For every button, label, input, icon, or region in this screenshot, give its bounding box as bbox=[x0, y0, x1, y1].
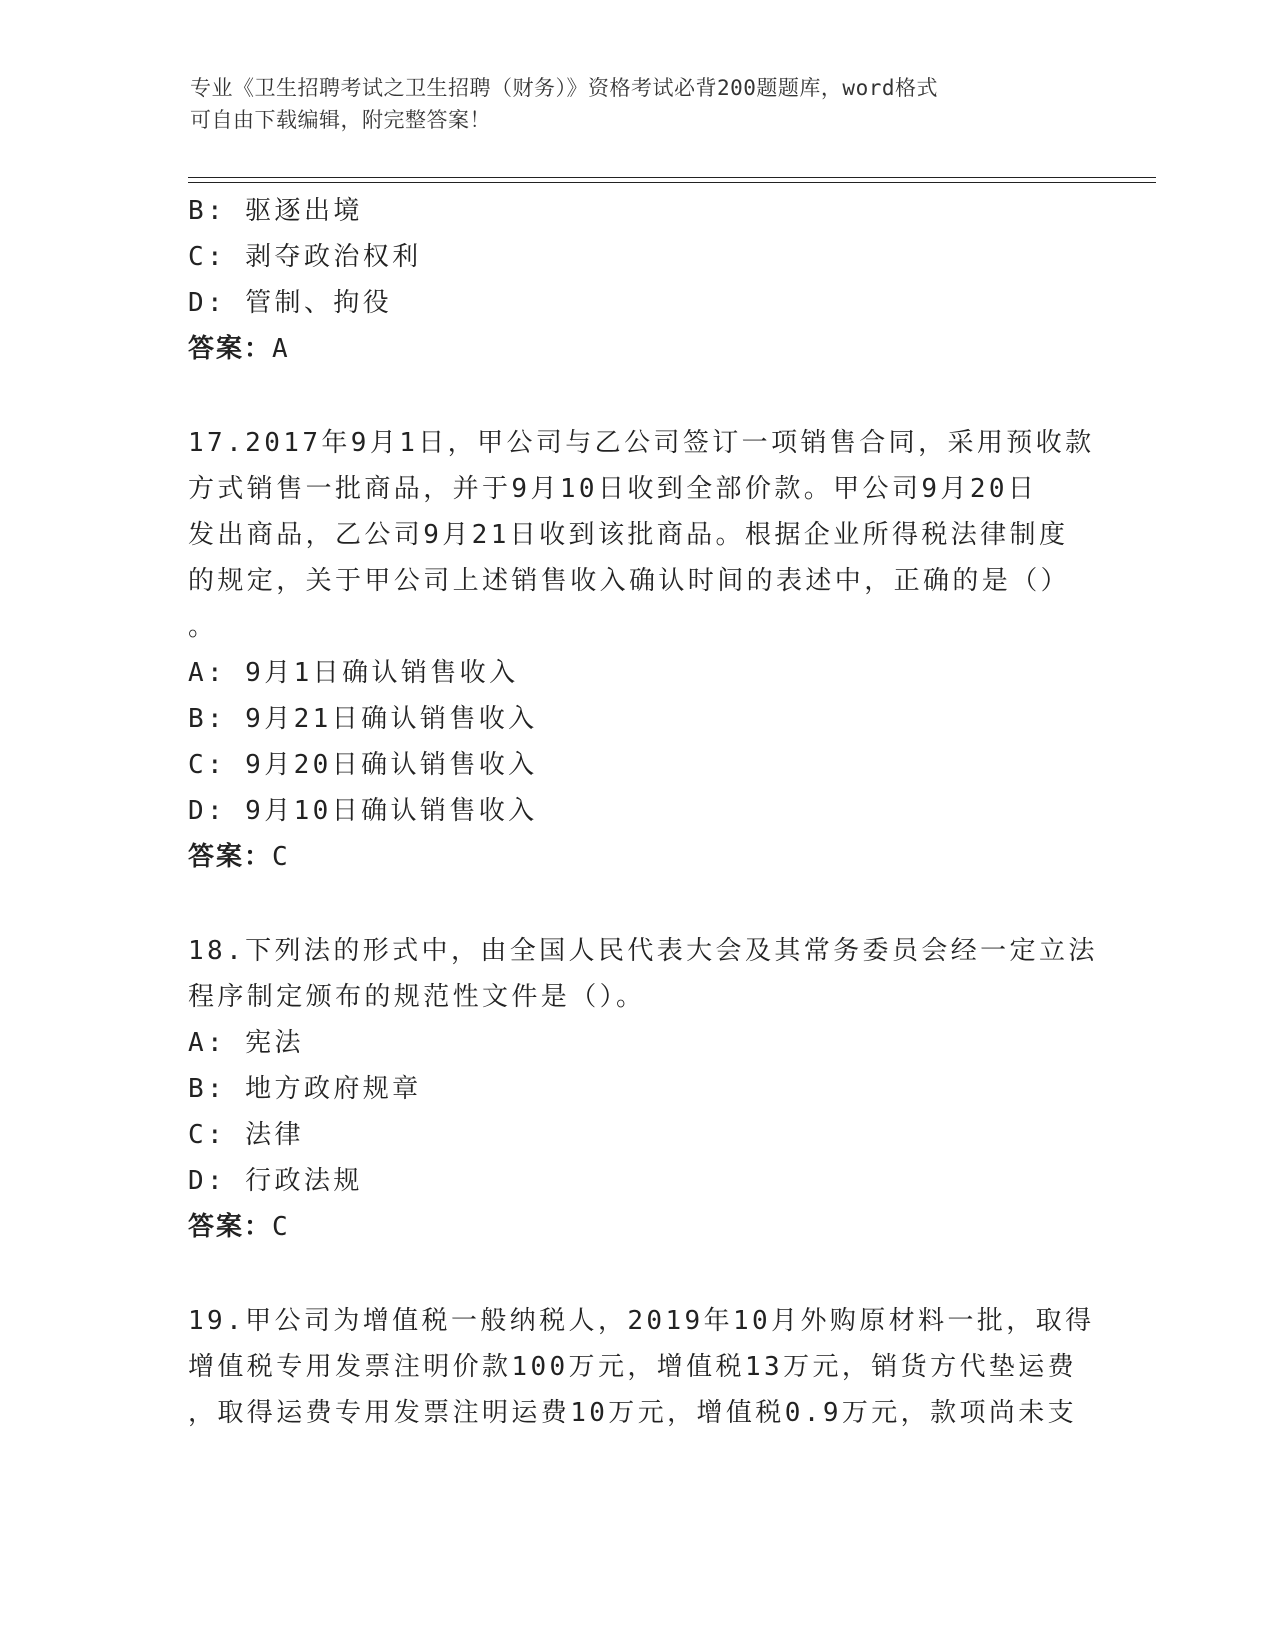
question-text-line: 。 bbox=[188, 612, 218, 642]
option-b: B: 9月21日确认销售收入 bbox=[188, 704, 538, 734]
question-18 bbox=[188, 928, 1098, 1250]
option-b: B: 地方政府规章 bbox=[188, 1074, 422, 1104]
option-d: D: 9月10日确认销售收入 bbox=[188, 796, 538, 826]
question-text-line: 程序制定颁布的规范性文件是（）。 bbox=[188, 982, 646, 1012]
answer-line bbox=[188, 834, 1088, 880]
option-d: D: 行政法规 bbox=[188, 1166, 363, 1196]
answer-value: A bbox=[272, 334, 290, 364]
question-text-line: 18.下列法的形式中，由全国人民代表大会及其常务委员会经一定立法 bbox=[188, 936, 1098, 966]
option-a: A: 宪法 bbox=[188, 1028, 304, 1058]
question-text-line: 17.2017年9月1日，甲公司与乙公司签订一项销售合同，采用预收款 bbox=[188, 428, 1095, 458]
question-16 bbox=[188, 188, 1088, 372]
question-text-line: 19.甲公司为增值税一般纳税人，2019年10月外购原材料一批，取得 bbox=[188, 1306, 1095, 1336]
question-text-line: 的规定，关于甲公司上述销售收入确认时间的表述中，正确的是（） bbox=[188, 566, 1071, 596]
option-c: C: 法律 bbox=[188, 1120, 304, 1150]
answer-label: 答案： bbox=[188, 842, 273, 872]
question-text-line: 发出商品，乙公司9月21日收到该批商品。根据企业所得税法律制度 bbox=[188, 520, 1069, 550]
option-c: C: 9月20日确认销售收入 bbox=[188, 750, 538, 780]
answer-value: C bbox=[272, 842, 290, 872]
page-header bbox=[190, 72, 1090, 136]
question-17 bbox=[188, 420, 1095, 880]
question-19 bbox=[188, 1298, 1095, 1436]
option-d: D: 管制、拘役 bbox=[188, 288, 393, 318]
answer-line bbox=[188, 1204, 1088, 1250]
header-title-line-1: 专业《卫生招聘考试之卫生招聘（财务）》资格考试必背200题题库，word格式 bbox=[190, 76, 938, 100]
question-text-line: 增值税专用发票注明价款100万元，增值税13万元，销货方代垫运费 bbox=[188, 1352, 1078, 1382]
answer-value: C bbox=[272, 1212, 290, 1242]
header-title-line-2: 可自由下载编辑，附完整答案！ bbox=[190, 108, 491, 132]
answer-label: 答案： bbox=[188, 334, 273, 364]
option-a: A: 9月1日确认销售收入 bbox=[188, 658, 519, 688]
answer-label: 答案： bbox=[188, 1212, 273, 1242]
answer-line bbox=[188, 326, 1088, 372]
option-c: C: 剥夺政治权利 bbox=[188, 242, 422, 272]
option-b: B: 驱逐出境 bbox=[188, 196, 363, 226]
question-text-line: ，取得运费专用发票注明运费10万元，增值税0.9万元，款项尚未支 bbox=[188, 1398, 1078, 1428]
question-text-line: 方式销售一批商品，并于9月10日收到全部价款。甲公司9月20日 bbox=[188, 474, 1038, 504]
document-body bbox=[188, 188, 1098, 1436]
header-divider bbox=[188, 177, 1156, 183]
